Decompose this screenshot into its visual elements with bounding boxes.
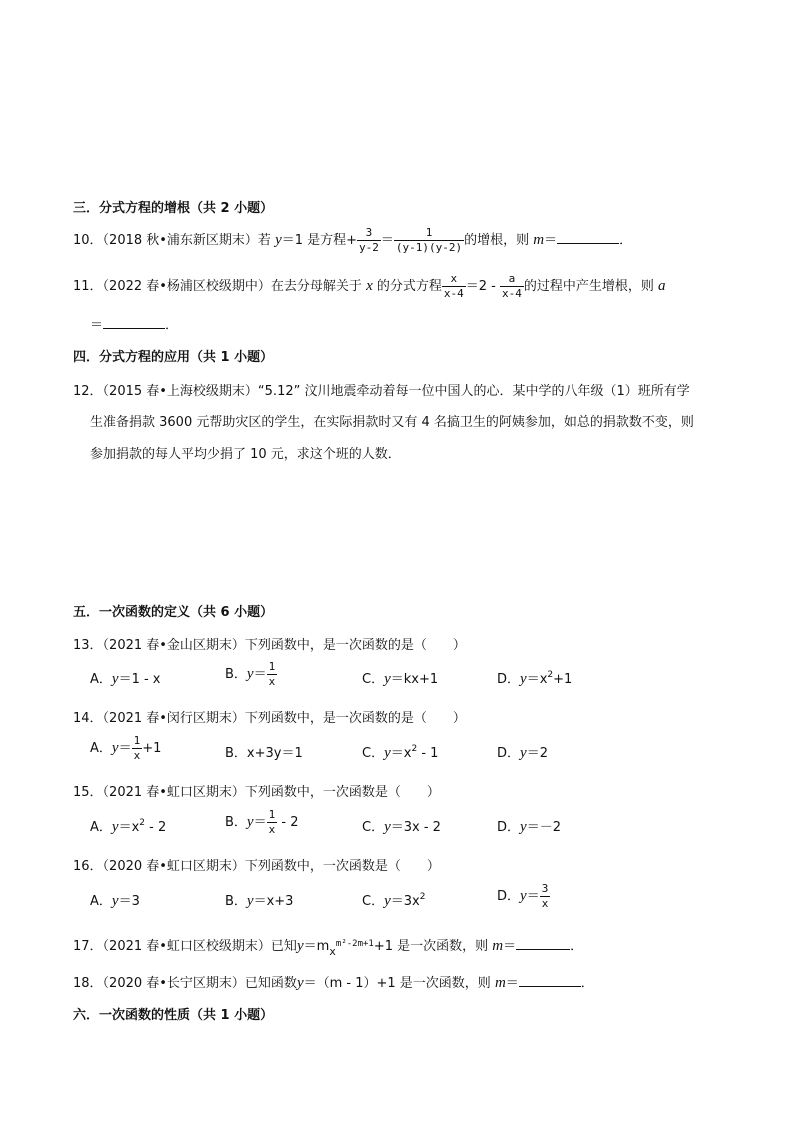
q15-option-d[interactable] [497,816,561,836]
question-16: 16．（2020 春•虹口区期末）下列函数中，一次函数是（ ） [73,859,440,874]
var-y: y [384,893,391,909]
q13-option-b[interactable] [225,660,277,689]
question-17 [73,935,584,958]
option-label: A． [90,894,112,909]
superscript: 2 [547,670,554,680]
q13-option-d[interactable] [497,668,572,688]
var-y: y [520,819,527,835]
option-label: D． [497,820,521,835]
option-text: ＝2 [526,746,548,761]
var-y: y [296,975,304,991]
question-14: 14．（2021 春•闵行区期末）下列函数中，是一次函数的是（ ） [73,711,466,726]
question-12-line-2: 生准备捐款 3600 元帮助灾区的学生，在实际捐款时又有 4 名搞卫生的阿姨参加，如总的捐款数不变，则 [90,415,694,430]
q10-mid: ＝1 是方程+ [281,233,358,248]
question-11-line-2 [90,314,178,333]
q17-tail: +1 是一次函数，则 [373,939,493,954]
fraction-numerator: 1 [133,734,141,747]
option-text: ＝x [390,746,412,761]
option-label: B． [225,667,247,682]
var-m: m [492,938,504,954]
q10-equals: ＝ [380,233,394,248]
superscript: 2 [139,818,146,828]
question-13: 13．（2021 春•金山区期末）下列函数中，是一次函数的是（ ） [73,638,466,653]
fraction-denominator: x [268,675,276,688]
fraction-numerator: 3 [541,882,549,895]
option-text: ＝x [118,820,140,835]
option-label: A． [90,741,112,756]
option-text: ＝ [118,741,132,756]
fraction-denominator: x [268,823,276,836]
var-y: y [520,888,527,904]
var-y: y [384,671,391,687]
q11-mid: 的分式方程 [372,279,442,294]
var-y: y [275,232,282,248]
q18-mid: ＝（m - 1）+1 是一次函数，则 [303,976,495,991]
q11-equals: ＝2 - [465,279,500,294]
option-label: D． [497,889,521,904]
option-fraction [267,660,278,689]
var-x: x [366,278,373,294]
question-15: 15．（2021 春•虹口区期末）下列函数中，一次函数是（ ） [73,785,440,800]
option-text: +1 [553,672,573,687]
fraction-denominator: x [541,897,549,910]
var-y: y [520,671,527,687]
q16-option-b[interactable] [225,890,293,910]
fraction-numerator: x [450,272,458,285]
q14-option-a[interactable] [90,734,161,763]
q17-prefix: 17．（2021 春•虹口区校级期末）已知 [73,939,297,954]
section-heading-6: 六．一次函数的性质（共 1 小题） [73,1008,274,1023]
var-y: y [111,671,119,687]
var-y: y [384,819,391,835]
superscript: 2 [411,744,418,754]
section-heading-5: 五．一次函数的定义（共 6 小题） [73,605,274,620]
q11-line2: ＝ [90,318,104,333]
fraction-denominator: y-2 [359,241,379,254]
fraction-denominator: x-4 [501,287,522,300]
option-text: - 2 [145,820,167,835]
q13-option-c[interactable] [362,668,438,688]
question-11 [73,272,666,301]
option-text: ＝ [253,815,267,830]
answer-blank[interactable] [516,937,570,950]
option-text: ＝kx+1 [390,672,439,687]
option-fraction [267,808,278,837]
option-text: ＝3x [390,894,420,909]
superscript: 2 [419,892,426,902]
var-y: y [111,819,119,835]
q11-fraction-2 [500,272,524,301]
option-fraction [132,734,143,763]
option-label: A． [90,820,112,835]
q10-prefix: 10．（2018 秋•浦东新区期末）若 [73,233,276,248]
q11-period: ． [165,318,179,333]
option-text: ＝ [526,889,540,904]
q11-suffix: 的过程中产生增根，则 [523,279,658,294]
fraction-numerator: 1 [425,226,433,239]
var-y: y [384,745,391,761]
q14-option-d[interactable] [497,742,548,762]
option-label: B． [225,815,247,830]
fraction-numerator: 1 [268,660,276,673]
question-18 [73,972,594,992]
q18-end: ＝ [505,976,519,991]
q16-option-c[interactable] [362,890,425,910]
var-m: m [494,975,506,991]
option-text: ＝3x - 2 [390,820,441,835]
fraction-denominator: (y-1)(y-2) [395,241,463,254]
q18-prefix: 18．（2020 春•长宁区期末）已知函数 [73,976,297,991]
var-y: y [111,740,119,756]
var-y: y [246,814,254,830]
q17-exponent: m²-2m+1 [335,939,374,949]
q16-option-a[interactable] [90,890,140,910]
option-text: ＝3 [118,894,140,909]
option-text: x+3y＝1 [246,746,303,761]
var-y: y [246,893,254,909]
q17-end: ＝ [503,939,517,954]
q18-period: ． [580,976,594,991]
question-10 [73,226,632,255]
question-12-line-1: 12．（2015 春•上海校级期末）“5.12” 汶川地震牵动着每一位中国人的心．某中学的八年级（1）班所有学 [73,384,690,399]
option-fraction [540,882,551,911]
option-text: ＝x+3 [253,894,294,909]
option-label: A． [90,672,112,687]
section-heading-4: 四．分式方程的应用（共 1 小题） [73,350,274,365]
fraction-denominator: x-4 [443,287,464,300]
option-text: - 1 [417,746,439,761]
q11-fraction-1 [442,272,466,301]
var-y: y [246,666,254,682]
option-text: +1 [142,741,162,756]
q10-period: ． [619,233,633,248]
q17-base: x [329,945,336,958]
q10-fraction-1 [357,226,381,255]
answer-blank[interactable] [519,974,581,987]
option-text: ＝1 - x [118,672,161,687]
q15-option-a[interactable] [90,816,166,836]
option-label: D． [497,672,521,687]
option-label: C． [362,746,385,761]
option-text: ＝－2 [526,820,561,835]
q10-suffix: 的增根，则 [464,233,534,248]
q16-option-d[interactable] [497,882,550,911]
var-y: y [520,745,527,761]
q17-equals: ＝m [303,939,330,954]
question-12-line-3: 参加捐款的每人平均少捐了 10 元，求这个班的人数． [90,447,401,462]
fraction-numerator: 3 [365,226,373,239]
option-label: C． [362,820,385,835]
option-label: B． [225,746,247,761]
answer-blank[interactable] [103,316,165,329]
fraction-numerator: a [508,272,516,285]
var-y: y [111,893,119,909]
q10-end: ＝ [544,233,558,248]
fraction-numerator: 1 [268,808,276,821]
option-text: ＝x [526,672,548,687]
fraction-denominator: x [133,749,141,762]
option-label: B． [225,894,247,909]
option-text: ＝ [253,667,267,682]
q17-period: ． [570,939,584,954]
option-label: C． [362,894,385,909]
q15-option-c[interactable] [362,816,441,836]
option-text: - 2 [277,815,299,830]
var-m: m [533,232,545,248]
answer-blank[interactable] [557,231,619,244]
option-label: C． [362,672,385,687]
q10-fraction-2 [394,226,464,255]
section-heading-3: 三．分式方程的增根（共 2 小题） [73,201,274,216]
option-label: D． [497,746,521,761]
q15-option-b[interactable] [225,808,298,837]
var-a: a [658,278,666,294]
var-y: y [296,938,304,954]
q14-option-c[interactable] [362,742,438,762]
q14-option-b[interactable] [225,742,303,761]
q13-option-a[interactable] [90,668,161,688]
q11-prefix: 11．（2022 春•杨浦区校级期中）在去分母解关于 [73,279,367,294]
